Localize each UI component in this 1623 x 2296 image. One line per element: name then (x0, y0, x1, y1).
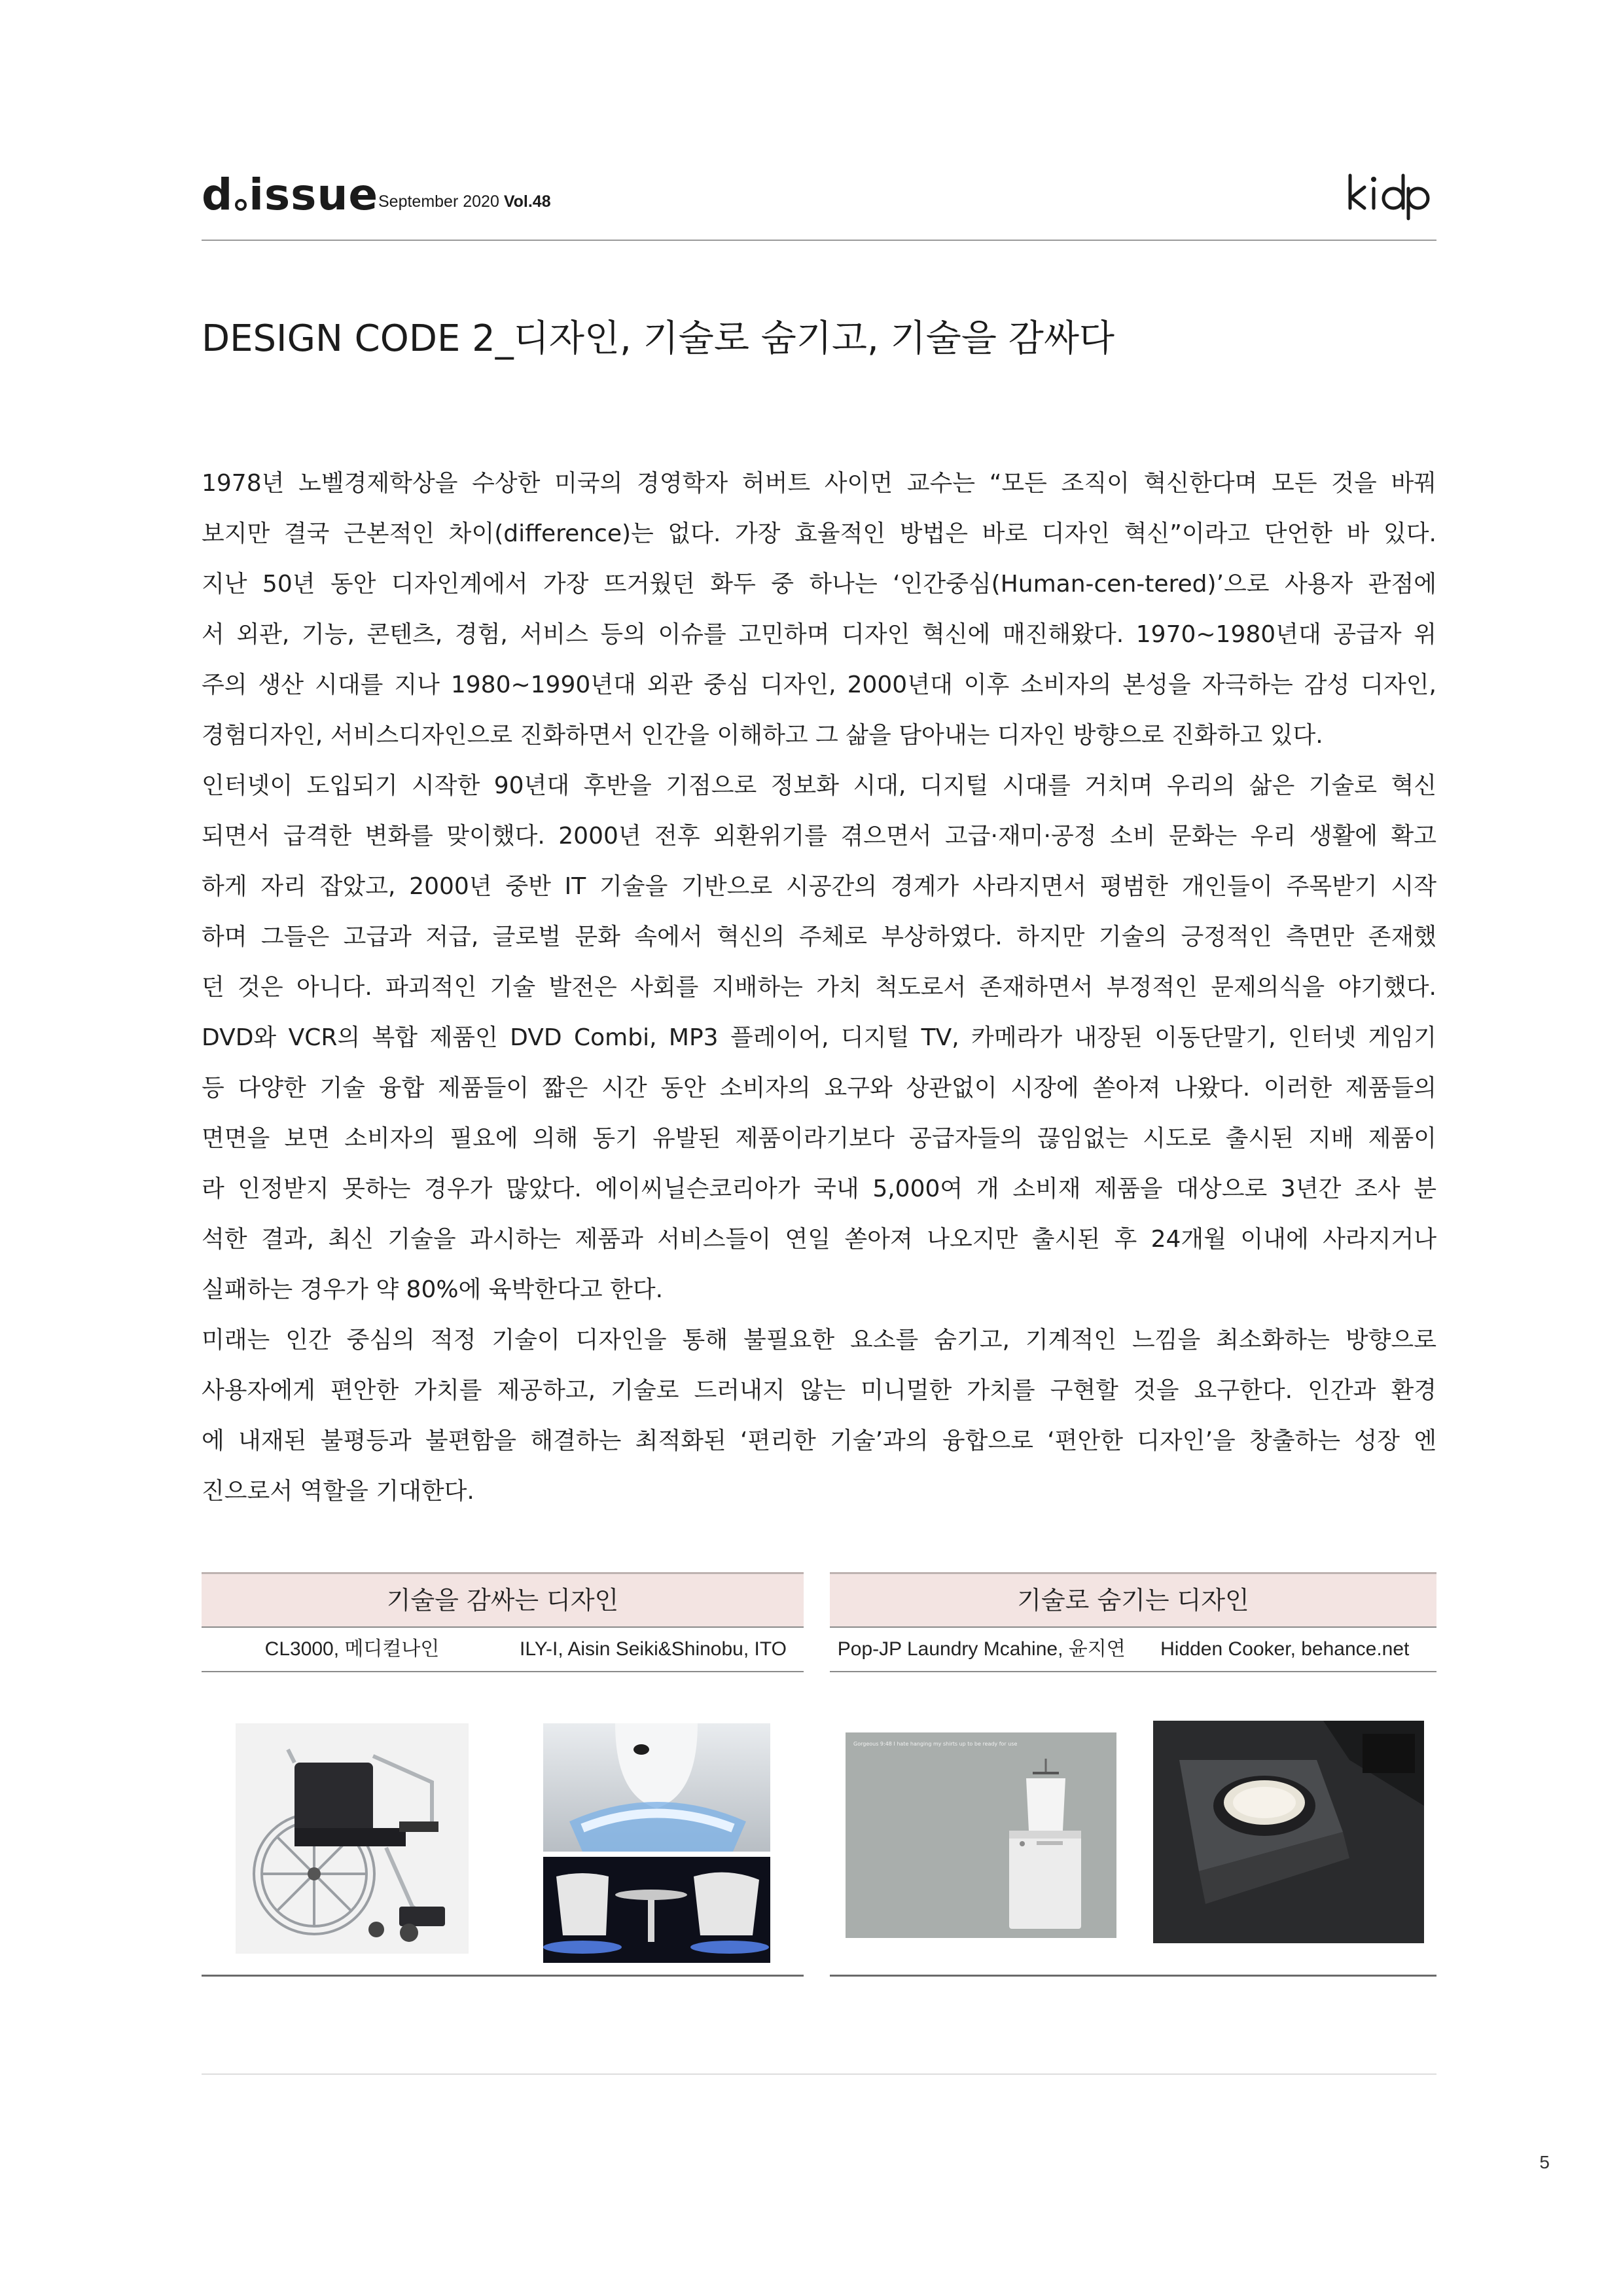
laundry-photo-caption: Gorgeous 9:48 I hate hanging my shirts up to be ready for use (853, 1741, 1018, 1747)
text-line: 되면서 급격한 변화를 맞이했다. 2000년 전후 외환위기를 겪으면서 고급·재미·공정 소비 문화는 우리 생활에 확고 (202, 823, 1436, 850)
paragraph-2 (202, 761, 1436, 1315)
brand-dot (235, 199, 247, 211)
brand-issue: issue (249, 170, 379, 220)
text-line: 면면을 보면 소비자의 필요에 의해 동기 유발된 제품이라기보다 공급자들의 끊임없는 시도로 출시된 지배 제품이 (202, 1125, 1436, 1152)
figure-caption: ILY-I, Aisin Seiki&Shinobu, ITO (519, 1638, 787, 1660)
issue-volume: Vol.48 (503, 192, 551, 211)
text-line: 라 인정받지 못하는 경우가 많았다. 에이씨닐슨코리아가 국내 5,000여 개 소비재 제품을 대상으로 3년간 조사 분 (202, 1175, 1436, 1202)
text-line: 사용자에게 편안한 가치를 제공하고, 기술로 드러내지 않는 미니멀한 가치를 구현할 것을 요구한다. 인간과 환경 (202, 1377, 1436, 1404)
figure-wrapping-design (202, 1572, 804, 1977)
figure-images (830, 1672, 1436, 1977)
text-line: 지난 50년 동안 디자인계에서 가장 뜨거웠던 화두 중 하나는 ‘인간중심(Human-cen-tered)’으로 사용자 관점에 (202, 571, 1436, 598)
figure-caption: CL3000, 메디컬나인 (264, 1638, 440, 1660)
issue-info (378, 190, 551, 213)
wheelchair-photo (236, 1723, 469, 1954)
text-line: 하며 그들은 고급과 저급, 글로벌 문화 속에서 혁신의 주체로 부상하였다. 하지만 기술의 긍정적인 측면만 존재했 (202, 924, 1436, 950)
figure-images (202, 1672, 804, 1977)
text-line: 서 외관, 기능, 콘텐츠, 경험, 서비스 등의 이슈를 고민하며 디자인 혁신에 매진해왔다. 1970~1980년대 공급자 위 (202, 621, 1436, 648)
text-line: 진으로서 역할을 기대한다. (202, 1478, 474, 1505)
paragraph-1 (202, 458, 1436, 761)
footer-divider (202, 2073, 1436, 2075)
text-line: 주의 생산 시대를 지나 1980~1990년대 외관 중심 디자인, 2000년대 이후 소비자의 본성을 자극하는 감성 디자인, (202, 672, 1436, 698)
brand-d: d (202, 170, 234, 220)
header-divider (202, 240, 1436, 241)
page-number: 5 (1539, 2152, 1550, 2172)
figure-heading: 기술로 숨기는 디자인 (830, 1572, 1436, 1626)
text-line: 하게 자리 잡았고, 2000년 중반 IT 기술을 기반으로 시공간의 경계가 사라지면서 평범한 개인들이 주목받기 시작 (202, 873, 1436, 900)
article-body (202, 458, 1436, 1516)
text-line: 보지만 결국 근본적인 차이(difference)는 없다. 가장 효율적인 방법은 바로 디자인 혁신”이라고 단언한 바 있다. (202, 520, 1436, 547)
figure-caption: Hidden Cooker, behance.net (1160, 1638, 1410, 1660)
text-line: 던 것은 아니다. 파괴적인 기술 발전은 사회를 지배하는 가치 척도로서 존재하면서 부정적인 문제의식을 야기했다. (202, 974, 1436, 1001)
article-title: DESIGN CODE 2_디자인, 기술로 숨기고, 기술을 감싸다 (202, 317, 1115, 360)
text-line: 인터넷이 도입되기 시작한 90년대 후반을 기점으로 정보화 시대, 디지털 시대를 거치며 우리의 삶은 기술로 혁신 (202, 772, 1436, 799)
text-line: 석한 결과, 최신 기술을 과시하는 제품과 서비스들이 연일 쏟아져 나오지만 출시된 후 24개월 이내에 사라지거나 (202, 1226, 1436, 1253)
text-line: 에 내재된 불평등과 불편함을 해결하는 최적화된 ‘편리한 기술’과의 융합으로 ‘편안한 디자인’을 창출하는 성장 엔 (202, 1427, 1436, 1454)
figure-caption-row (202, 1626, 804, 1672)
figure-caption: Pop-JP Laundry Mcahine, 윤지연 (837, 1638, 1126, 1660)
text-line: DVD와 VCR의 복합 제품인 DVD Combi, MP3 플레이어, 디지털 TV, 카메라가 내장된 이동단말기, 인터넷 게임기 (202, 1024, 1436, 1051)
text-line: 1978년 노벨경제학상을 수상한 미국의 경영학자 허버트 사이먼 교수는 “모든 조직이 혁신한다며 모든 것을 바꿔 (202, 470, 1436, 497)
kidp-logo (1345, 169, 1436, 221)
figure-hiding-design (830, 1572, 1436, 1977)
text-line: 실패하는 경우가 약 80%에 육박한다고 한다. (202, 1276, 664, 1303)
text-line: 미래는 인간 중심의 적정 기술이 디자인을 통해 불필요한 요소를 숨기고, 기계적인 느낌을 최소화하는 방향으로 (202, 1327, 1436, 1354)
text-line: 등 다양한 기술 융합 제품들이 짧은 시간 동안 소비자의 요구와 상관없이 시장에 쏟아져 나왔다. 이러한 제품들의 (202, 1075, 1436, 1102)
page-header (202, 169, 1436, 241)
paragraph-3 (202, 1315, 1436, 1516)
issue-date: September 2020 (378, 192, 499, 211)
text-line: 경험디자인, 서비스디자인으로 진화하면서 인간을 이해하고 그 삶을 담아내는 디자인 방향으로 진화하고 있다. (202, 722, 1323, 749)
figure-heading: 기술을 감싸는 디자인 (202, 1572, 804, 1626)
laundry-machine-photo (846, 1732, 1116, 1938)
chairs-photo (543, 1857, 770, 1963)
hidden-cooker-photo (1153, 1721, 1424, 1943)
brand-wordmark (202, 169, 378, 221)
collar-device-photo (543, 1723, 770, 1852)
figure-caption-row (830, 1626, 1436, 1672)
